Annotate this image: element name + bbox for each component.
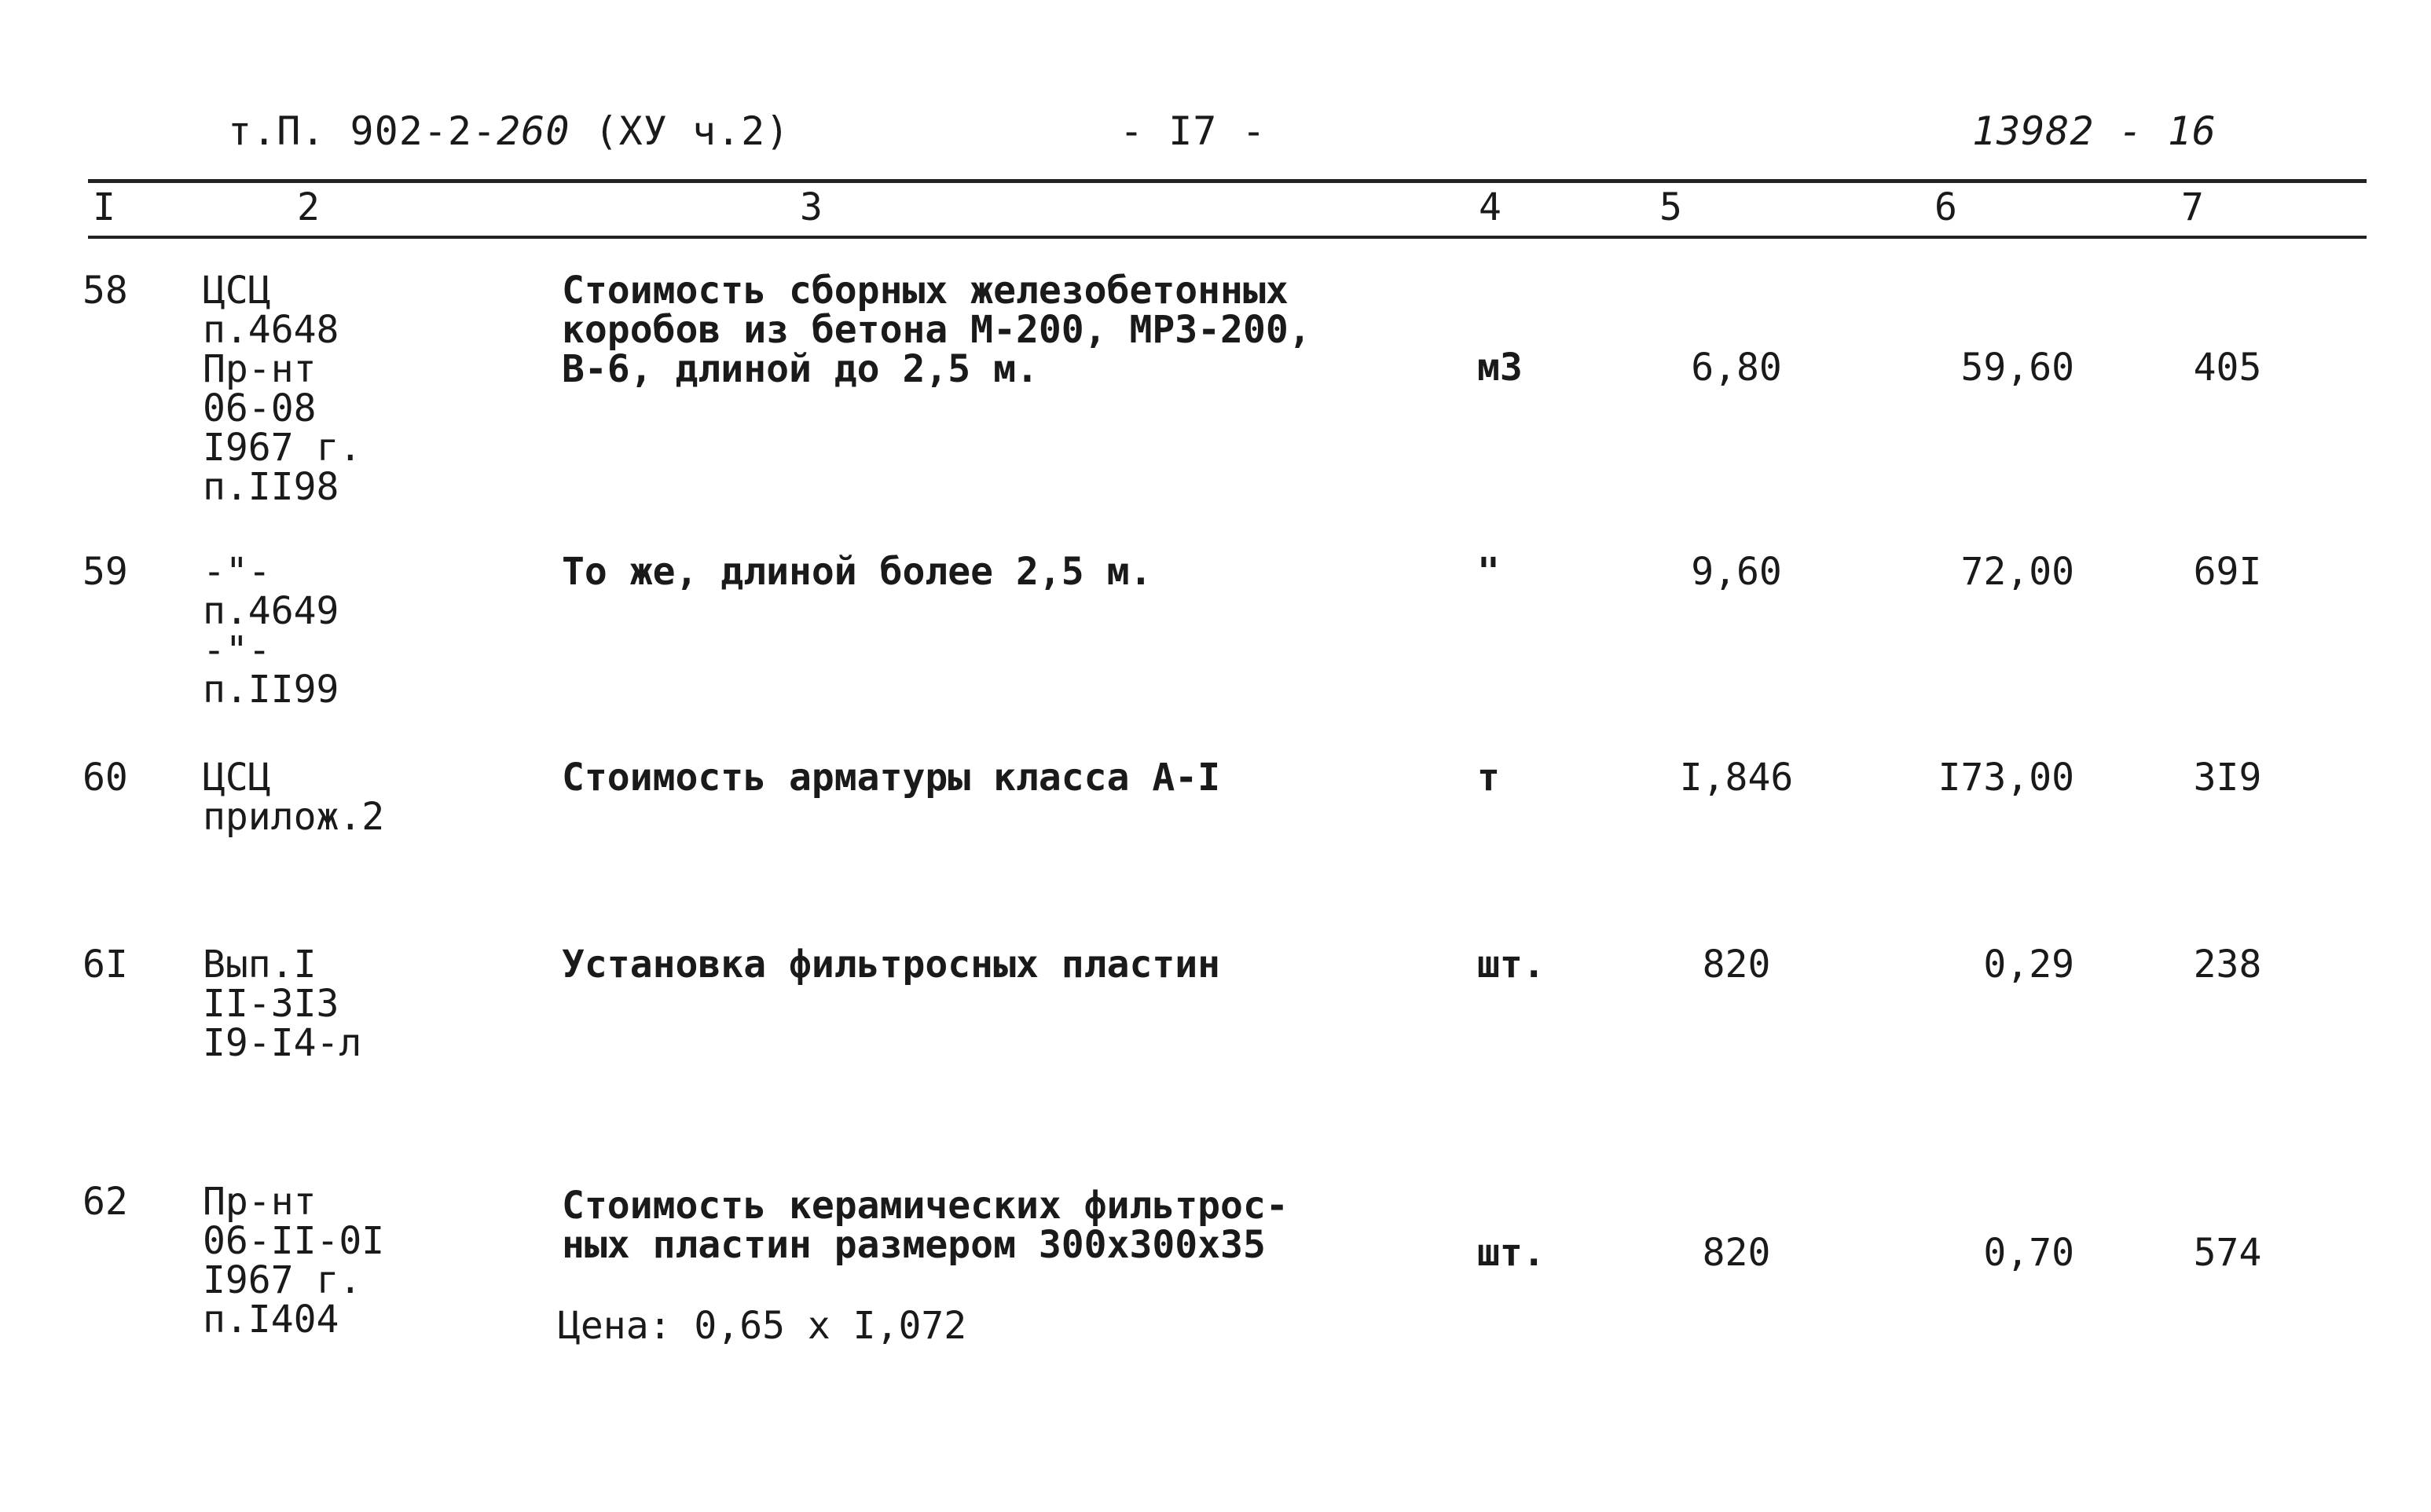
row-total: 3I9 [2193, 756, 2262, 800]
price-note: Цена: 0,65 х I,072 [558, 1304, 967, 1348]
column-number-5: 5 [1659, 185, 1682, 229]
row-total: 405 [2193, 346, 2262, 390]
row-description: Стоимость керамических фильтрос- ных пластин размером 300х300х35 [562, 1184, 1289, 1267]
row-quantity: I,846 [1679, 756, 1794, 800]
table-top-rule [88, 179, 2367, 183]
column-number-2: 2 [297, 185, 320, 229]
page-number: - I7 - [1120, 108, 1267, 154]
row-quantity: 9,60 [1691, 550, 1782, 594]
row-description: То же, длиной более 2,5 м. [562, 550, 1153, 594]
row-quantity: 820 [1702, 943, 1771, 987]
row-number: 59 [82, 550, 128, 594]
row-reference: Вып.I II-3I3 I9-I4-л [203, 943, 362, 1065]
header-code-prefix: т.П. 902-2- [228, 108, 497, 154]
row-price: I73,00 [1938, 756, 2074, 800]
row-number: 58 [82, 269, 128, 313]
row-description: Стоимость арматуры класса А-I [562, 756, 1221, 800]
row-price: 0,70 [1983, 1231, 2074, 1275]
column-number-1: I [93, 185, 116, 229]
table-header-rule [88, 236, 2367, 239]
row-number: 6I [82, 943, 128, 987]
row-total: 574 [2193, 1231, 2262, 1275]
header-code-suffix: (XУ ч.2) [570, 108, 790, 154]
row-unit: шт. [1477, 1231, 1546, 1275]
row-number: 62 [82, 1180, 128, 1224]
archive-number: 13982 - 16 [1972, 108, 2217, 154]
row-unit: " [1477, 550, 1500, 594]
row-description: Установка фильтросных пластин [562, 943, 1221, 987]
row-total: 69I [2193, 550, 2262, 594]
row-reference: Пр-нт 06-II-0I I967 г. п.I404 [203, 1180, 385, 1342]
row-reference: ЦСЦ п.4648 Пр-нт 06-08 I967 г. п.II98 [203, 269, 362, 509]
column-number-6: 6 [1934, 185, 1957, 229]
header-code-handwritten: 260 [497, 108, 570, 154]
column-number-3: 3 [800, 185, 823, 229]
row-price: 0,29 [1983, 943, 2074, 987]
row-quantity: 6,80 [1691, 346, 1782, 390]
row-number: 60 [82, 756, 128, 800]
column-number-7: 7 [2181, 185, 2204, 229]
row-quantity: 820 [1702, 1231, 1771, 1275]
row-price: 59,60 [1960, 346, 2074, 390]
row-description: Стоимость сборных железобетонных коробов из бетона М-200, МРЗ-200, В-6, длиной до 2,5 м. [562, 269, 1311, 391]
row-unit: шт. [1477, 943, 1546, 987]
row-reference: -"- п.4649 -"- п.II99 [203, 550, 339, 712]
row-reference: ЦСЦ прилож.2 [203, 756, 385, 839]
row-unit: м3 [1477, 346, 1523, 390]
row-unit: т [1477, 756, 1500, 800]
row-price: 72,00 [1960, 550, 2074, 594]
column-number-4: 4 [1479, 185, 1502, 229]
header-document-code [228, 108, 790, 154]
row-total: 238 [2193, 943, 2262, 987]
